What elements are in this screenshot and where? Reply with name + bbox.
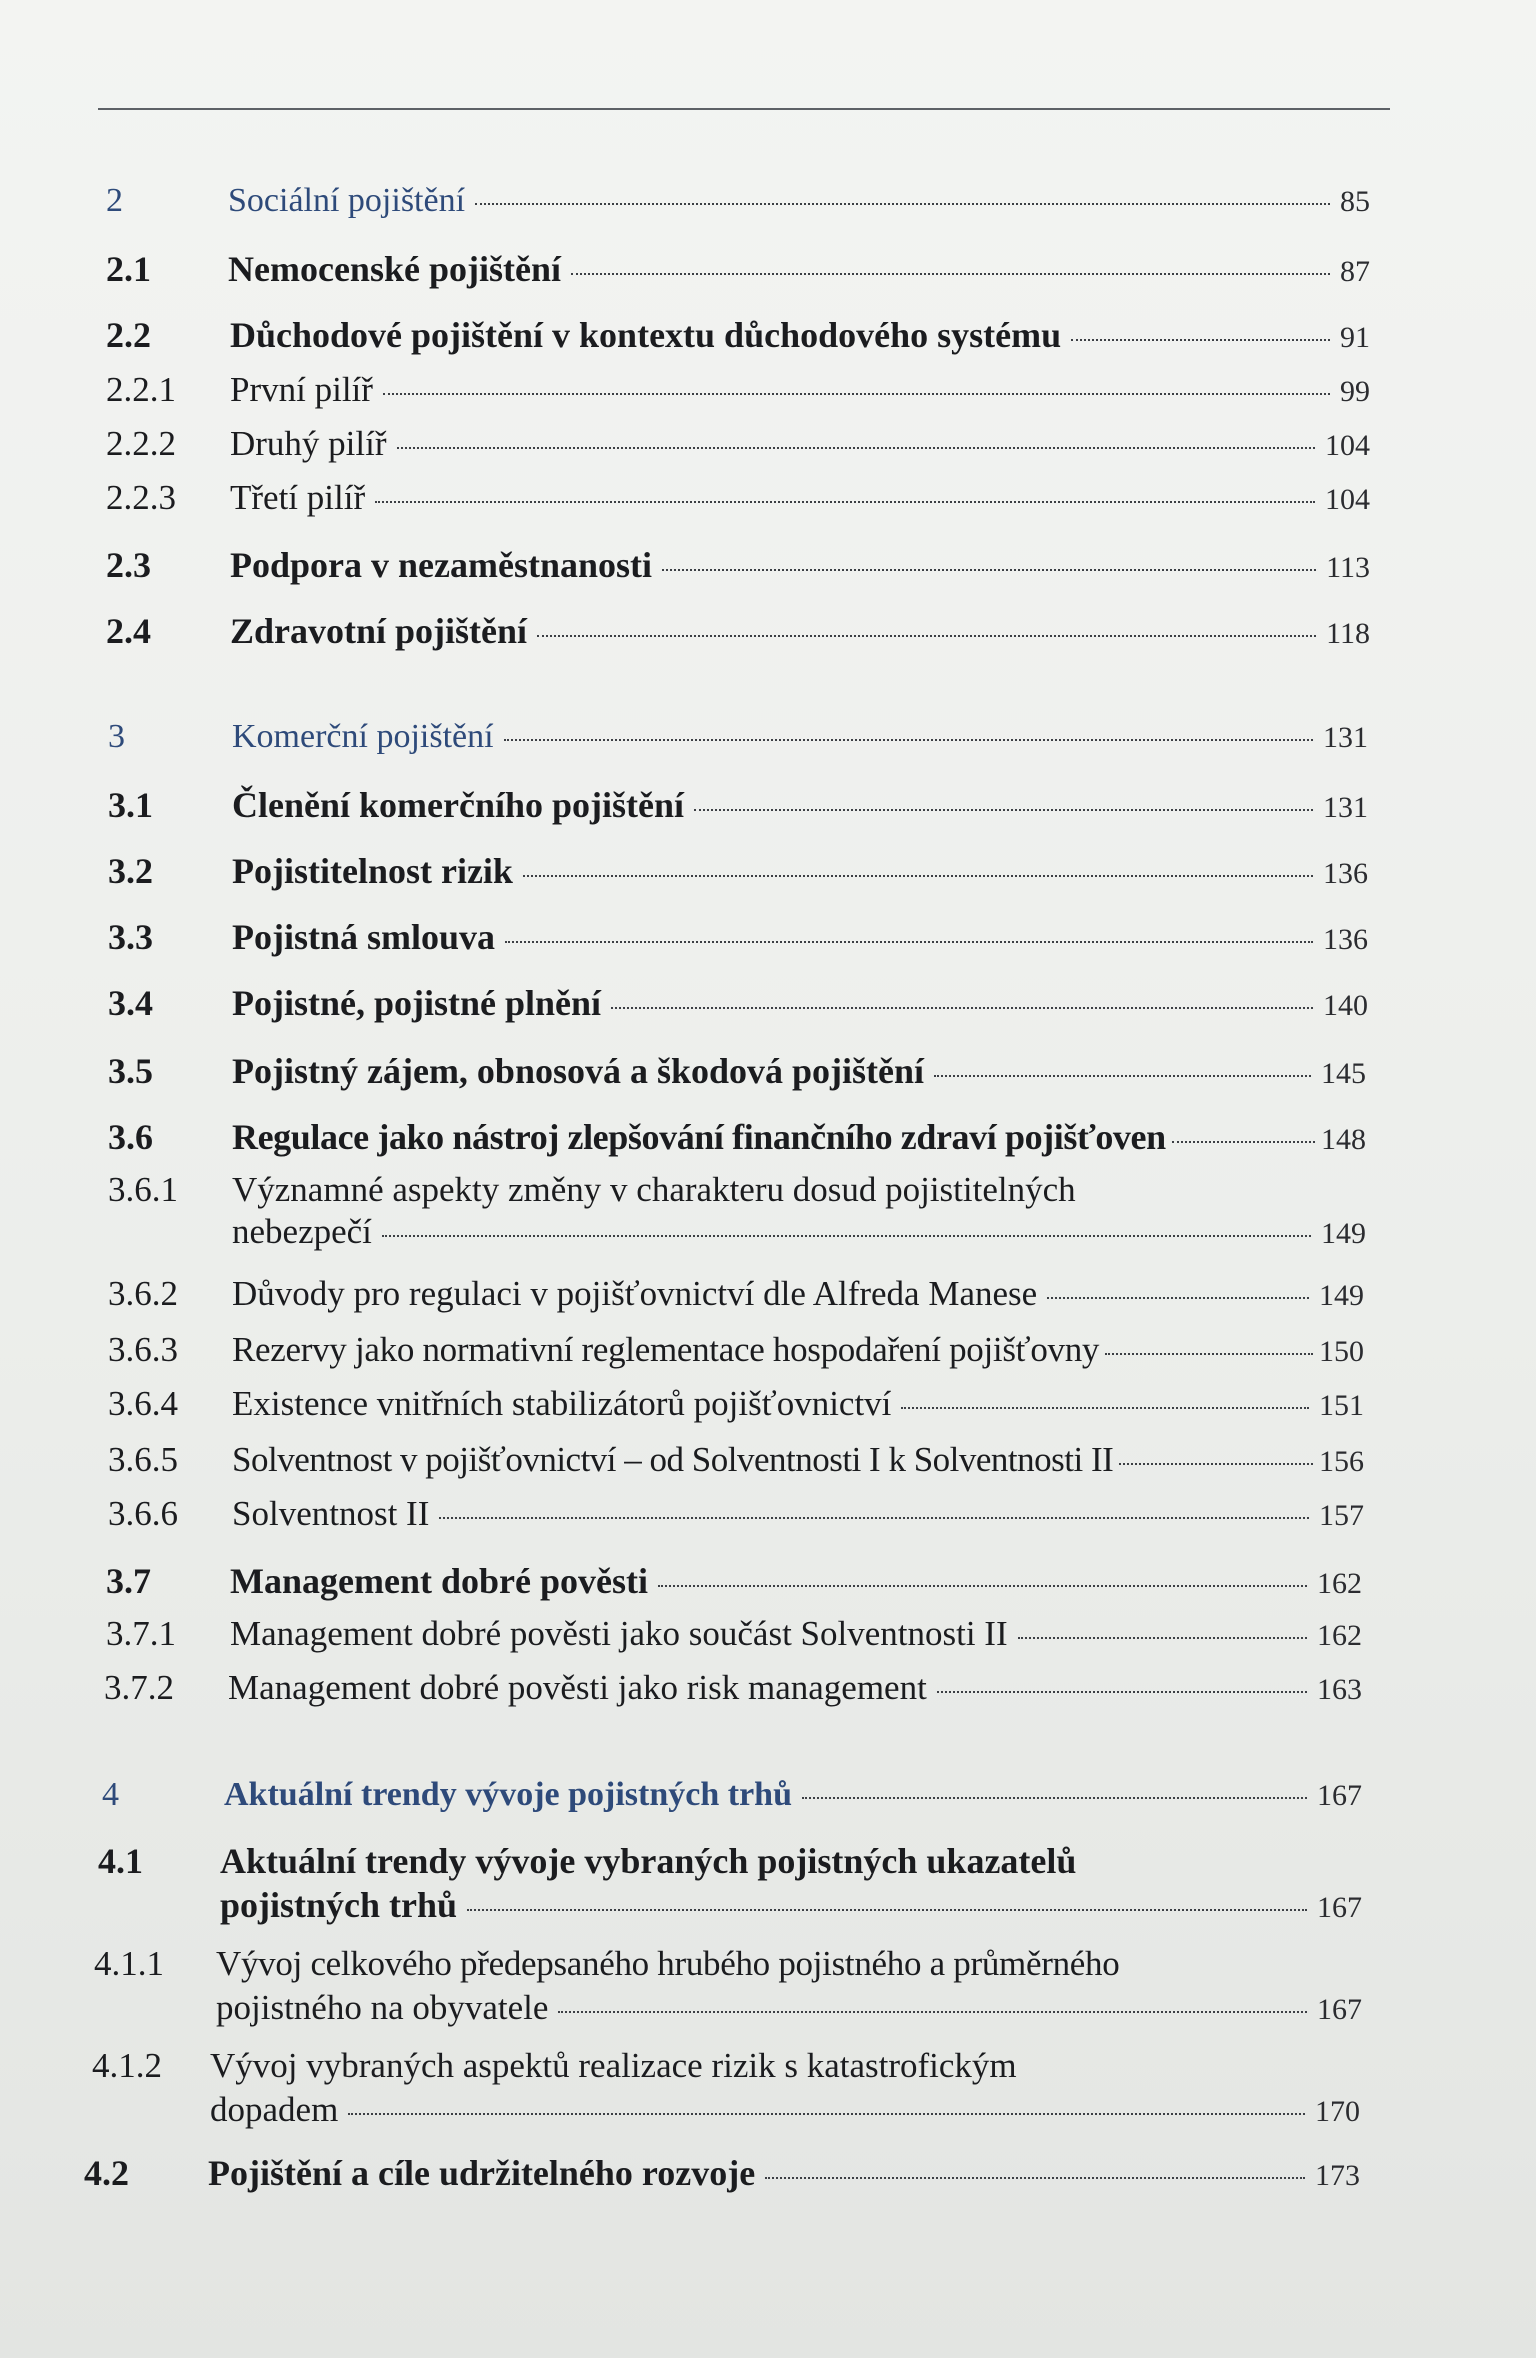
section-title: Druhý pilíř xyxy=(230,424,387,463)
section-title-line-1: Významné aspekty změny v charakteru dosud pojistitelných xyxy=(232,1170,1076,1209)
section-title-line-2: dopadem xyxy=(210,2090,339,2129)
section-title: Regulace jako nástroj zlepšování finančního zdraví pojišťoven xyxy=(232,1117,1166,1157)
section-title: Solventnost v pojišťovnictví – od Solventnosti I k Solventnosti II xyxy=(232,1440,1114,1479)
page-number: 151 xyxy=(1319,1389,1364,1422)
dot-leader xyxy=(397,445,1315,449)
header-rule xyxy=(98,108,1390,110)
page-number: 91 xyxy=(1340,321,1370,354)
dot-leader xyxy=(504,737,1313,741)
toc-entry xyxy=(108,1050,1366,1092)
page-number: 150 xyxy=(1319,1335,1364,1368)
page-number: 87 xyxy=(1340,255,1370,288)
dot-leader xyxy=(937,1689,1307,1693)
section-title: Zdravotní pojištění xyxy=(230,611,528,651)
page-number: 162 xyxy=(1317,1567,1362,1600)
section-title: Podpora v nezaměstnanosti xyxy=(230,545,652,585)
dot-leader xyxy=(658,1583,1307,1587)
toc-entry xyxy=(104,1668,1362,1708)
section-number: 2.2.1 xyxy=(106,370,176,409)
toc-entry xyxy=(106,1614,1362,1654)
page-number: 99 xyxy=(1340,375,1370,408)
section-number: 3.6.6 xyxy=(108,1494,178,1533)
page-number: 131 xyxy=(1323,721,1368,754)
section-title: Pojistitelnost rizik xyxy=(232,851,513,891)
page-number: 173 xyxy=(1315,2159,1360,2192)
toc-entry xyxy=(108,916,1368,958)
dot-leader xyxy=(934,1073,1311,1077)
toc-entry xyxy=(106,248,1370,290)
dot-leader xyxy=(1105,1351,1313,1355)
dot-leader xyxy=(523,873,1313,877)
page-number: 104 xyxy=(1325,483,1370,516)
page-number: 149 xyxy=(1321,1217,1366,1250)
toc-entry xyxy=(84,2152,1360,2194)
toc-entry xyxy=(106,314,1370,356)
section-number: 2.2 xyxy=(106,315,151,355)
page-number: 148 xyxy=(1321,1123,1366,1156)
toc-entry xyxy=(108,1384,1364,1424)
section-number: 4.1.1 xyxy=(94,1944,164,1983)
section-title: Aktuální trendy vývoje pojistných trhů xyxy=(224,1776,792,1813)
toc-entry xyxy=(106,1560,1362,1602)
toc-entry xyxy=(106,424,1370,464)
section-number: 2.3 xyxy=(106,545,151,585)
section-title-line-2: pojistných trhů xyxy=(220,1885,458,1925)
section-title: Důchodové pojištění v kontextu důchodového systému xyxy=(230,315,1062,355)
section-number: 2.2.2 xyxy=(106,424,176,463)
page-number: 157 xyxy=(1319,1499,1364,1532)
section-number: 3.6.2 xyxy=(108,1274,178,1313)
dot-leader xyxy=(765,2175,1305,2179)
dot-leader xyxy=(1018,1635,1307,1639)
page-number: 136 xyxy=(1323,923,1368,956)
page-number: 104 xyxy=(1325,429,1370,462)
dot-leader xyxy=(1119,1461,1313,1465)
section-title: Komerční pojištění xyxy=(232,718,494,755)
dot-leader xyxy=(901,1405,1309,1409)
section-title: Management dobré pověsti jako risk management xyxy=(228,1668,927,1707)
dot-leader xyxy=(475,201,1330,205)
toc-entry xyxy=(106,544,1370,586)
dot-leader xyxy=(348,2111,1305,2115)
dot-leader xyxy=(802,1795,1307,1799)
page-number: 113 xyxy=(1326,551,1370,584)
toc-entry xyxy=(108,1494,1364,1534)
section-number: 3.6.5 xyxy=(108,1440,178,1479)
page-number: 131 xyxy=(1323,791,1368,824)
section-number: 3 xyxy=(108,718,125,755)
toc-entry xyxy=(108,1116,1366,1158)
section-number: 3.6 xyxy=(108,1117,153,1157)
section-number: 3.7 xyxy=(106,1561,151,1601)
page-number: 85 xyxy=(1340,185,1370,218)
dot-leader xyxy=(611,1005,1313,1009)
section-title: Členění komerčního pojištění xyxy=(232,785,685,825)
toc-entry xyxy=(108,850,1368,892)
toc-entry xyxy=(106,478,1370,518)
section-number: 2.4 xyxy=(106,611,151,651)
toc-entry xyxy=(108,718,1368,756)
section-title: Důvody pro regulaci v pojišťovnictví dle Alfreda Manese xyxy=(232,1274,1038,1313)
dot-leader xyxy=(382,1233,1311,1237)
section-number: 3.1 xyxy=(108,785,153,825)
section-number: 4 xyxy=(102,1776,119,1813)
section-title-line-2: pojistného na obyvatele xyxy=(216,1988,549,2027)
dot-leader xyxy=(537,633,1316,637)
dot-leader xyxy=(1047,1295,1309,1299)
section-title: Management dobré pověsti jako součást Solventnosti II xyxy=(230,1614,1008,1653)
section-title: Třetí pilíř xyxy=(230,478,366,517)
section-title: Nemocenské pojištění xyxy=(228,249,561,289)
page-number: 167 xyxy=(1317,1891,1362,1924)
section-title: Pojistný zájem, obnosová a škodová pojištění xyxy=(232,1051,925,1091)
section-number: 3.3 xyxy=(108,917,153,957)
page-number: 136 xyxy=(1323,857,1368,890)
dot-leader xyxy=(1071,337,1330,341)
page-number: 170 xyxy=(1315,2095,1360,2128)
section-number: 3.6.3 xyxy=(108,1330,178,1369)
section-title: Solventnost II xyxy=(232,1494,430,1533)
dot-leader xyxy=(383,391,1330,395)
section-number: 2 xyxy=(106,182,123,219)
section-title-line-2: nebezpečí xyxy=(232,1212,372,1251)
page-number: 145 xyxy=(1321,1057,1366,1090)
dot-leader xyxy=(505,939,1313,943)
toc-entry xyxy=(102,1776,1362,1814)
toc-entry xyxy=(108,1440,1364,1480)
section-number: 3.2 xyxy=(108,851,153,891)
page-number: 149 xyxy=(1319,1279,1364,1312)
page-number: 167 xyxy=(1317,1779,1362,1812)
section-title-line-1: Vývoj celkového předepsaného hrubého pojistného a průměrného xyxy=(216,1944,1120,1983)
toc-entry xyxy=(108,784,1368,826)
section-number: 3.5 xyxy=(108,1051,153,1091)
section-title: Pojistné, pojistné plnění xyxy=(232,983,602,1023)
section-number: 3.7.2 xyxy=(104,1668,174,1707)
dot-leader xyxy=(694,807,1313,811)
page-number: 118 xyxy=(1326,617,1370,650)
toc-entry xyxy=(108,1274,1364,1314)
page-number: 156 xyxy=(1319,1445,1364,1478)
section-title: Management dobré pověsti xyxy=(230,1561,648,1601)
page-number: 162 xyxy=(1317,1619,1362,1652)
section-title: Pojistná smlouva xyxy=(232,917,496,957)
toc-entry xyxy=(108,982,1368,1024)
section-number: 4.2 xyxy=(84,2153,129,2193)
section-number: 3.6.4 xyxy=(108,1384,178,1423)
page-number: 140 xyxy=(1323,989,1368,1022)
section-title: Pojištění a cíle udržitelného rozvoje xyxy=(208,2153,756,2193)
dot-leader xyxy=(1172,1139,1315,1143)
dot-leader xyxy=(467,1907,1307,1911)
page-number: 163 xyxy=(1317,1673,1362,1706)
section-title-line-1: Vývoj vybraných aspektů realizace rizik s katastrofickým xyxy=(210,2046,1017,2085)
section-number: 2.1 xyxy=(106,249,151,289)
section-title: Rezervy jako normativní reglementace hospodaření pojišťovny xyxy=(232,1330,1100,1369)
section-number: 3.6.1 xyxy=(108,1170,178,1209)
page-number: 167 xyxy=(1317,1993,1362,2026)
section-title: Existence vnitřních stabilizátorů pojišťovnictví xyxy=(232,1384,892,1423)
toc-entry xyxy=(106,370,1370,410)
section-title: Sociální pojištění xyxy=(228,182,466,219)
section-number: 3.7.1 xyxy=(106,1614,176,1653)
section-number: 2.2.3 xyxy=(106,478,176,517)
section-title: První pilíř xyxy=(230,370,373,409)
section-number: 4.1 xyxy=(98,1841,143,1881)
dot-leader xyxy=(558,2009,1307,2013)
toc-entry xyxy=(106,182,1370,220)
toc-entry xyxy=(106,610,1370,652)
dot-leader xyxy=(662,567,1316,571)
dot-leader xyxy=(439,1515,1309,1519)
toc-entry xyxy=(108,1330,1364,1370)
section-number: 4.1.2 xyxy=(92,2046,162,2085)
dot-leader xyxy=(375,499,1315,503)
section-number: 3.4 xyxy=(108,983,153,1023)
section-title-line-1: Aktuální trendy vývoje vybraných pojistných ukazatelů xyxy=(220,1841,1077,1881)
dot-leader xyxy=(571,271,1330,275)
